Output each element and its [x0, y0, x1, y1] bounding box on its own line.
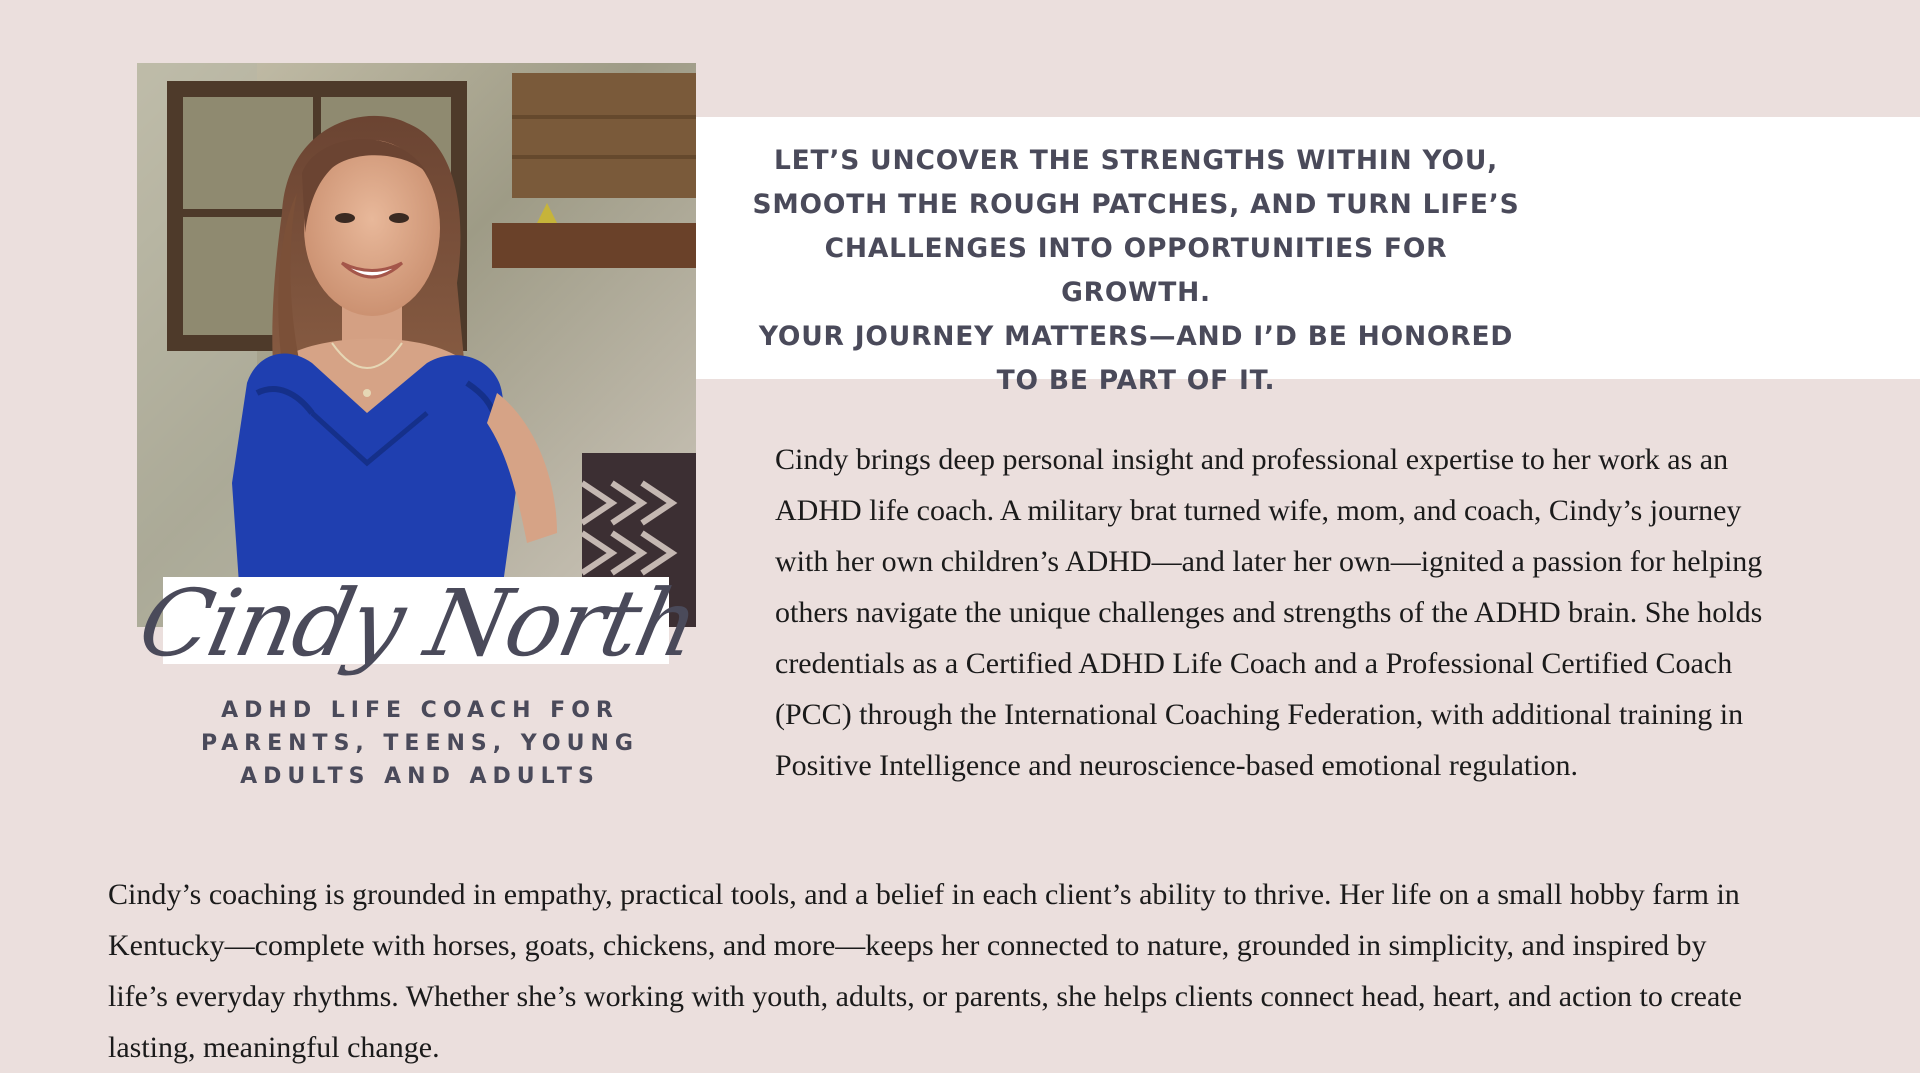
bio-paragraph-2: Cindy’s coaching is grounded in empathy, practical tools, and a belief in each client’s ability to thrive. Her life on a small hobby farm in Kentucky—complete with horses, goats, chickens, and more—keeps her connected to nature, grounded in simplicity, and inspired by life’s everyday rhythms. Whether she’s working with youth, adults, or parents, she helps clients connect head, heart, and action to create lasting, meaningful change. — [108, 878, 1742, 1064]
quote-line: YOUR JOURNEY MATTERS—AND I’D BE HONORED — [758, 321, 1514, 352]
quote-line: LET’S UNCOVER THE STRENGTHS WITHIN YOU, — [773, 145, 1499, 176]
portrait-photo — [137, 63, 696, 627]
portrait-illustration — [137, 63, 696, 627]
name-signature — [130, 569, 707, 677]
quote-line: CHALLENGES INTO OPPORTUNITIES FOR GROWTH. — [824, 233, 1448, 308]
quote-text — [746, 139, 1526, 403]
name-script: Cindy North — [130, 569, 707, 677]
coach-subtitle: ADHD LIFE COACH FOR PARENTS, TEENS, YOUNG ADULTS AND ADULTS — [201, 698, 639, 789]
bio-paragraph-1: Cindy brings deep personal insight and professional expertise to her work as an ADHD life coach. A military brat turned wife, mom, and coach, Cindy’s journey with her own children’s ADHD—and later her own—ignited a passion for helping others navigate the unique challenges and strengths of the ADHD brain. She holds credentials as a Certified ADHD Life Coach and a Professional Certified Coach (PCC) through the International Coaching Federation, with additional training in Positive Intelligence and neuroscience-based emotional regulation. — [775, 443, 1763, 782]
quote-banner — [696, 117, 1920, 396]
quote-line: TO BE PART OF IT. — [996, 365, 1276, 396]
name-plate — [130, 569, 707, 677]
quote-line: SMOOTH THE ROUGH PATCHES, AND TURN LIFE’S — [752, 189, 1520, 220]
